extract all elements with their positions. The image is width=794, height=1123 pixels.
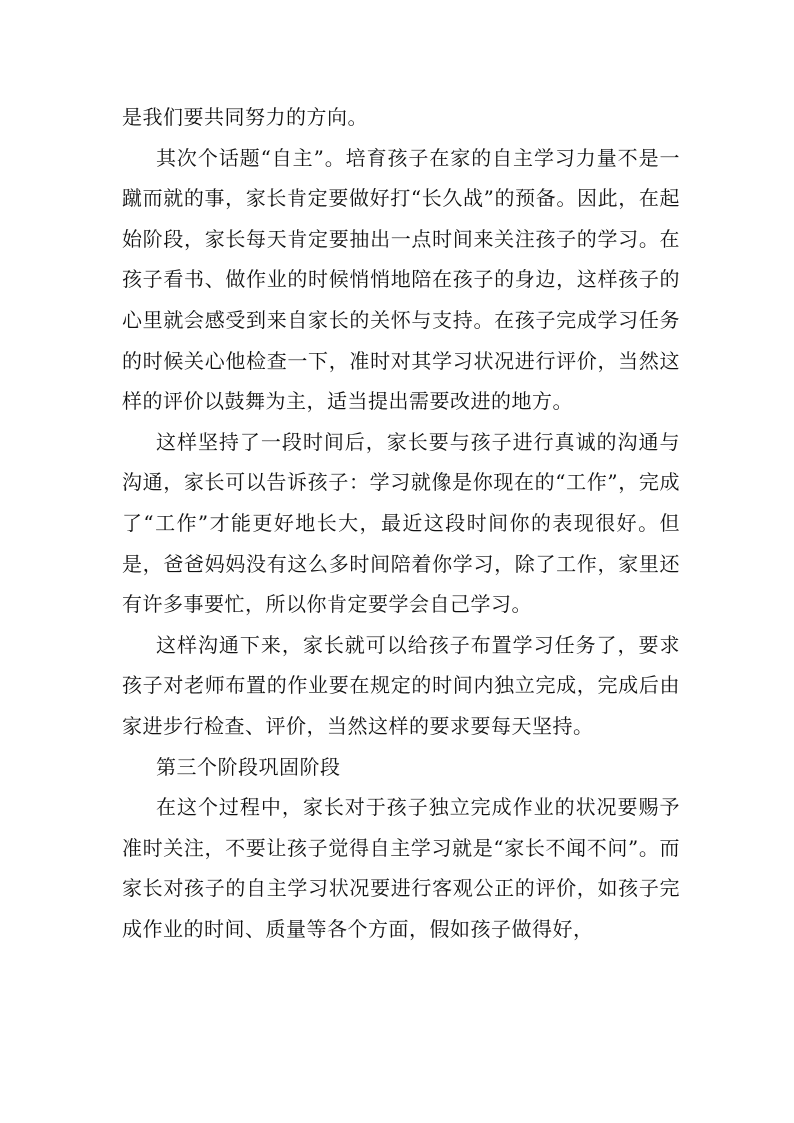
document-body: [122, 97, 680, 949]
paragraph-5: 在这个过程中，家长对于孩子独立完成作业的状况要赐予准时关注，不要让孩子觉得自主学习就是“家长不闻不问”。而家长对孩子的自主学习状况要进行客观公正的评价，如孩子完成作业的时间、质量等各个方面，假如孩子做得好，: [122, 795, 680, 941]
paragraph-2: 其次个话题“自主”。培育孩子在家的自主学习力量不是一蹴而就的事，家长肯定要做好打“长久战”的预备。因此，在起始阶段，家长每天肯定要抽出一点时间来关注孩子的学习。在孩子看书、做作业的时候悄悄地陪在孩子的身边，这样孩子的心里就会感受到来自家长的关怀与支持。在孩子完成学习任务的时候关心他检查一下，准时对其学习状况进行评价，当然这样的评价以鼓舞为主，适当提出需要改进的地方。: [122, 145, 680, 414]
paragraph-1: 是我们要共同努力的方向。: [122, 105, 368, 129]
paragraph-3: 这样坚持了一段时间后，家长要与孩子进行真诚的沟通与沟通，家长可以告诉孩子：学习就像是你现在的“工作”，完成了“工作”才能更好地长大，最近这段时间你的表现很好。但是，爸爸妈妈没有这么多时间陪着你学习，除了工作，家里还有许多事要忙，所以你肯定要学会自己学习。: [122, 429, 680, 617]
paragraph-4: 这样沟通下来，家长就可以给孩子布置学习任务了，要求孩子对老师布置的作业要在规定的时间内独立完成，完成后由家进步行检查、评价，当然这样的要求要每天坚持。: [122, 632, 680, 738]
section-heading: 第三个阶段巩固阶段: [156, 754, 341, 779]
